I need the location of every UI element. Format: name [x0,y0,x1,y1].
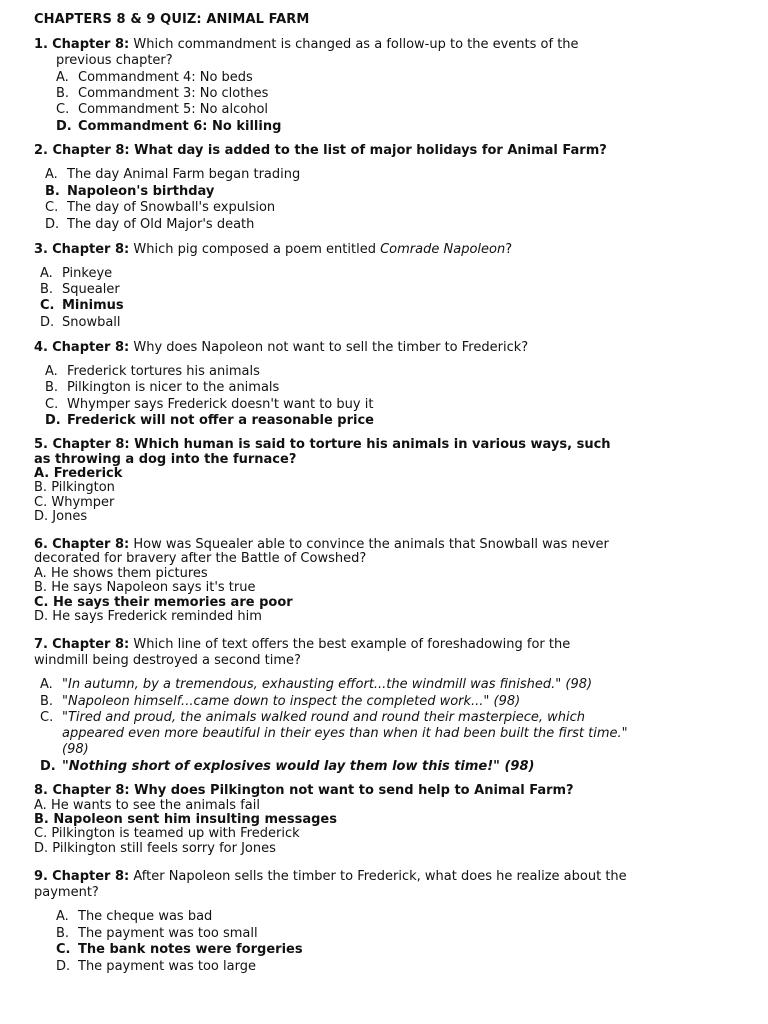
q8-option-c: C. Pilkington is teamed up with Frederick [34,826,300,841]
q6-option-c-answer: C. He says their memories are poor [34,595,293,610]
q7-option-c-cont: appeared even more beautiful in their eyes than when it had been built the first time." [62,726,628,741]
q2-option-d: D. The day of Old Major's death [45,217,255,232]
question-number: 2. [34,143,48,158]
question-number: 9. [34,869,48,884]
question-chapter: Chapter 8: [52,340,130,355]
q9-option-a: A. The cheque was bad [56,909,213,924]
q5-option-c: C. Whymper [34,495,115,510]
question-chapter: Chapter 8: [52,869,130,884]
q2-option-c: C. The day of Snowball's expulsion [45,200,276,215]
q3-option-d: D. Snowball [40,315,121,330]
question-chapter: Chapter 8: [52,537,130,552]
poem-title: Comrade Napoleon [380,242,506,257]
q1-option-b: B. Commandment 3: No clothes [56,86,269,101]
question-7 [34,637,570,653]
question-chapter: Chapter 8: [52,37,130,52]
q8-option-a: A. He wants to see the animals fail [34,798,260,813]
q6-option-a: A. He shows them pictures [34,566,208,581]
question-number: 7. [34,637,48,652]
question-5-text-cont: as throwing a dog into the furnace? [34,452,297,467]
question-6-text-cont: decorated for bravery after the Battle of Cowshed? [34,551,367,566]
q9-option-b: B. The payment was too small [56,926,258,941]
question-7-text-cont: windmill being destroyed a second time? [34,653,301,668]
q4-option-c: C. Whymper says Frederick doesn't want to buy it [45,397,374,412]
q3-option-a: A. Pinkeye [40,266,113,281]
question-text: After Napoleon sells the timber to Frederick, what does he realize about the [133,869,627,884]
q5-option-d: D. Jones [34,509,88,524]
page-title: CHAPTERS 8 & 9 QUIZ: ANIMAL FARM [34,12,310,27]
q8-option-d: D. Pilkington still feels sorry for Jones [34,841,276,856]
q6-option-d: D. He says Frederick reminded him [34,609,262,624]
question-1 [34,37,579,53]
q2-option-b-answer: B. Napoleon's birthday [45,184,215,199]
q1-option-c: C. Commandment 5: No alcohol [56,102,269,117]
question-text: Which pig composed a poem entitled [133,242,376,257]
question-9-text-cont: payment? [34,885,99,900]
q5-option-a-answer: A. Frederick [34,466,123,481]
q1-option-a: A. Commandment 4: No beds [56,70,253,85]
question-chapter: Chapter 8: [52,143,130,158]
q4-option-a: A. Frederick tortures his animals [45,364,260,379]
question-text: Which human is said to torture his animals in various ways, such [134,437,611,452]
q5-option-b: B. Pilkington [34,480,115,495]
question-number: 1. [34,37,48,52]
question-9 [34,869,627,885]
q2-option-a: A. The day Animal Farm began trading [45,167,301,182]
question-text: Which line of text offers the best example of foreshadowing for the [133,637,571,652]
q9-option-d: D. The payment was too large [56,959,256,974]
question-text: Which commandment is changed as a follow-up to the events of the [133,37,579,52]
question-chapter: Chapter 8: [52,437,130,452]
q7-option-d-answer: D. "Nothing short of explosives would lay them low this time!" (98) [40,759,535,774]
question-number: 5. [34,437,48,452]
question-chapter: Chapter 8: [52,783,130,798]
q1-option-d-answer: D. Commandment 6: No killing [56,119,282,134]
question-2 [34,143,607,159]
question-3: 3. Chapter 8: Which pig composed a poem entitled Comrade Napoleon? [34,242,513,257]
question-text: Why does Pilkington not want to send help to Animal Farm? [134,783,574,798]
question-5 [34,437,611,453]
q7-option-c: C. "Tired and proud, the animals walked round and round their masterpiece, which [40,710,586,725]
q6-option-b: B. He says Napoleon says it's true [34,580,256,595]
q3-option-c-answer: C. Minimus [40,298,124,313]
q7-option-a: A. "In autumn, by a tremendous, exhausting effort...the windmill was finished." (98) [40,677,593,692]
question-chapter: Chapter 8: [52,637,130,652]
question-text: Why does Napoleon not want to sell the timber to Frederick? [133,340,529,355]
question-text: How was Squealer able to convince the animals that Snowball was never [133,537,609,552]
q9-option-c-answer: C. The bank notes were forgeries [56,942,303,957]
q7-option-c-cont-2: (98) [62,742,89,757]
q4-option-b: B. Pilkington is nicer to the animals [45,380,280,395]
question-number: 6. [34,537,48,552]
question-1-text-cont: previous chapter? [56,53,173,68]
question-number: 3. [34,242,48,257]
question-number: 8. [34,783,48,798]
question-4 [34,340,528,356]
question-number: 4. [34,340,48,355]
question-chapter: Chapter 8: [52,242,130,257]
q8-option-b-answer: B. Napoleon sent him insulting messages [34,812,337,827]
question-text: What day is added to the list of major holidays for Animal Farm? [134,143,607,158]
q7-option-b: B. "Napoleon himself...came down to inspect the completed work..." (98) [40,694,521,709]
question-8 [34,783,574,799]
q4-option-d-answer: D. Frederick will not offer a reasonable price [45,413,374,428]
q3-option-b: B. Squealer [40,282,120,297]
